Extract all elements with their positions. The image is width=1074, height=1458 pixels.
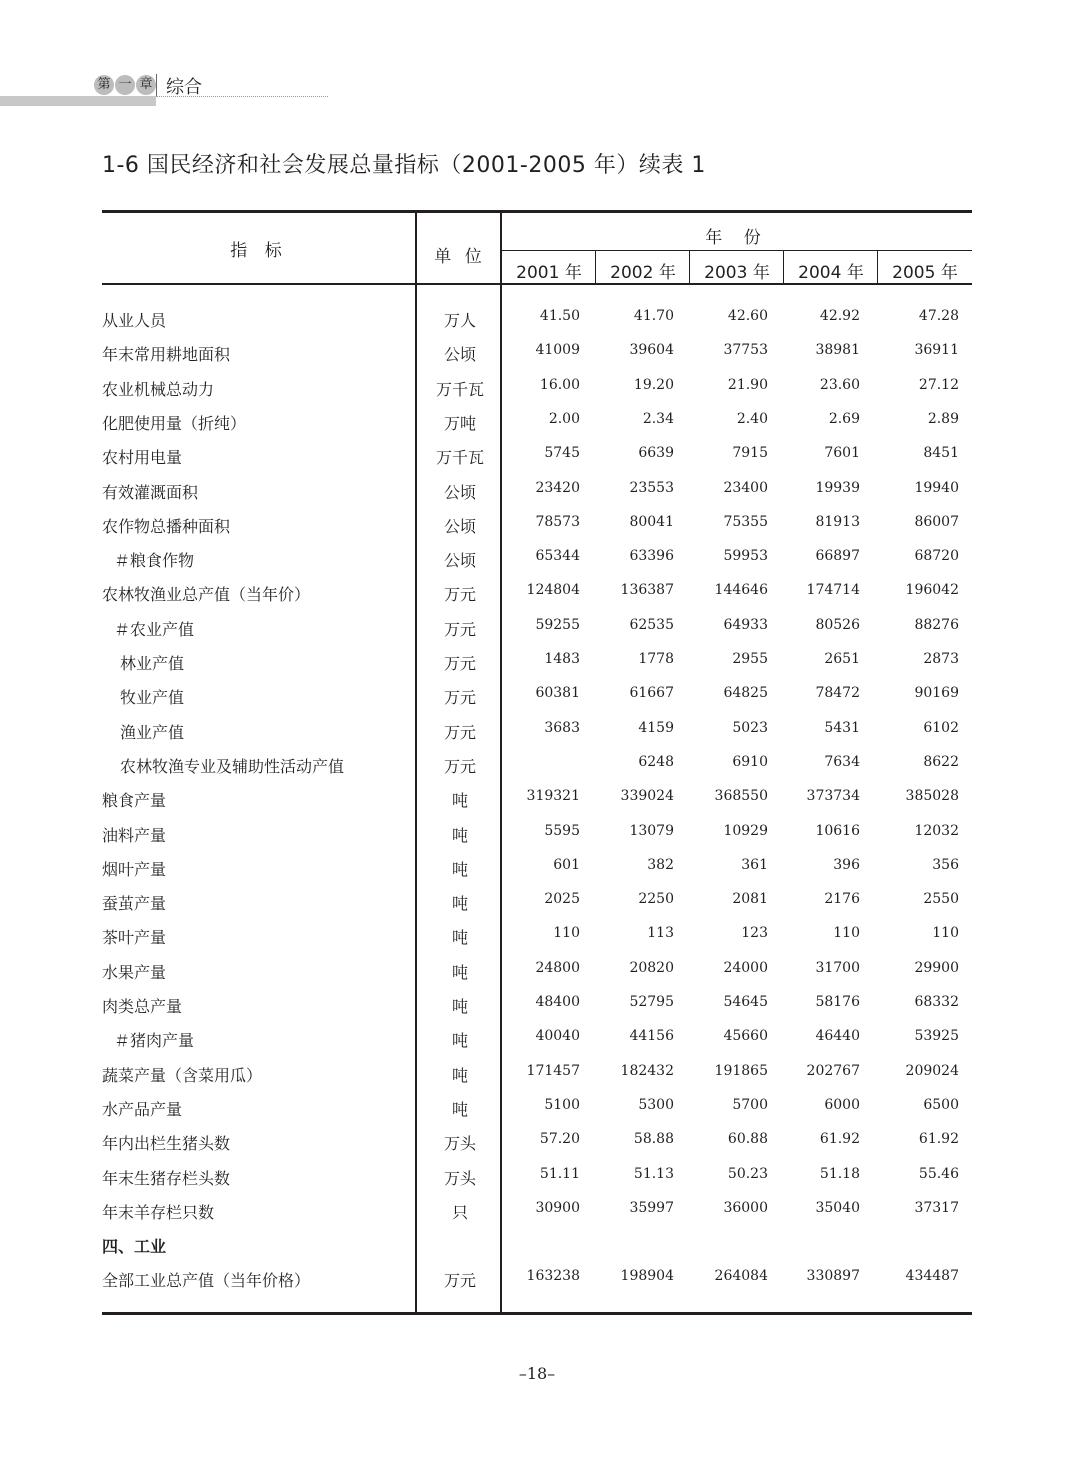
row-value: 2025: [544, 891, 580, 908]
row-value: 23400: [723, 479, 768, 496]
row-value: 5300: [638, 1096, 674, 1113]
row-value: 41009: [535, 342, 580, 359]
row-value: 1778: [638, 651, 674, 667]
row-value: 23.60: [819, 376, 860, 393]
row-value: 60.88: [727, 1131, 768, 1148]
year-header-rule: [502, 250, 972, 251]
row-unit: 万千瓦: [435, 379, 484, 399]
row-value: 196042: [905, 582, 959, 599]
row-value: 63396: [629, 548, 674, 565]
row-value: 42.92: [819, 308, 860, 324]
table-row: [102, 1200, 972, 1234]
row-value: 50.23: [727, 1165, 768, 1182]
table-row: [102, 891, 972, 925]
table-row: [102, 1234, 972, 1268]
row-value: 35040: [815, 1199, 860, 1216]
row-indicator: 蚕茧产量: [102, 894, 167, 914]
row-value: 41.50: [539, 308, 580, 324]
page-title: 1-6 国民经济和社会发展总量指标（2001-2005 年）续表 1: [102, 153, 706, 178]
row-value: 52795: [629, 994, 674, 1010]
row-value: 7634: [824, 753, 860, 770]
row-value: 2.40: [736, 410, 768, 427]
row-indicator: 年末羊存栏只数: [102, 1202, 215, 1222]
row-value: 2.89: [927, 410, 959, 427]
row-unit: 万元: [443, 585, 476, 605]
row-unit: 吨: [451, 962, 468, 982]
row-value: 35997: [629, 1199, 674, 1216]
row-indicator: 油料产量: [102, 825, 167, 845]
table-row: [102, 823, 972, 857]
table-row: [102, 1268, 972, 1302]
row-value: 64825: [723, 685, 768, 702]
row-value: 80526: [815, 616, 860, 633]
row-indicator: 茶叶产量: [102, 928, 167, 948]
row-value: 2.34: [642, 410, 674, 427]
row-value: 110: [553, 925, 580, 942]
row-indicator: 化肥使用量（折纯）: [102, 413, 247, 433]
chapter-badge: [94, 75, 156, 95]
row-value: 75355: [723, 513, 768, 530]
row-indicator: ＃粮食作物: [114, 551, 195, 571]
row-value: 86007: [914, 513, 959, 530]
row-unit: 万元: [443, 619, 476, 639]
table-row: [102, 1131, 972, 1165]
row-value: 6000: [824, 1096, 860, 1113]
header-years: 年 份: [705, 228, 769, 248]
row-value: 110: [932, 925, 959, 942]
row-indicator: 粮食产量: [102, 791, 167, 811]
row-value: 37753: [723, 342, 768, 359]
row-value: 61.92: [918, 1131, 959, 1148]
row-unit: 只: [451, 1202, 468, 1222]
row-indicator: ＃猪肉产量: [114, 1031, 195, 1051]
row-unit: 万头: [443, 1168, 476, 1188]
table-bottom-rule: [102, 1312, 972, 1315]
row-value: 5431: [824, 719, 860, 736]
row-value: 2550: [923, 891, 959, 908]
row-value: 16.00: [539, 376, 580, 393]
row-value: 191865: [714, 1062, 768, 1079]
row-value: 78573: [535, 513, 580, 530]
row-value: 47.28: [918, 308, 959, 324]
table-row: [102, 788, 972, 822]
row-value: 68720: [914, 548, 959, 565]
table-row: [102, 685, 972, 719]
row-value: 61667: [629, 685, 674, 702]
row-value: 2081: [732, 891, 768, 908]
row-value: 202767: [806, 1062, 860, 1079]
row-unit: 万元: [443, 1271, 476, 1291]
row-value: 2176: [824, 891, 860, 908]
row-value: 136387: [620, 582, 674, 599]
row-value: 66897: [815, 548, 860, 565]
row-indicator: 全部工业总产值（当年价格）: [102, 1271, 311, 1291]
row-indicator: 有效灌溉面积: [102, 482, 199, 502]
header-separator: [156, 74, 157, 96]
row-value: 2.00: [548, 410, 580, 427]
row-value: 64933: [723, 616, 768, 633]
header-indicator: 指 标: [230, 241, 288, 261]
row-value: 2651: [824, 651, 860, 667]
table-row: [102, 857, 972, 891]
row-value: 58176: [815, 994, 860, 1010]
row-value: 59255: [535, 616, 580, 633]
table-row: [102, 411, 972, 445]
row-value: 174714: [806, 582, 860, 599]
row-value: 51.18: [819, 1165, 860, 1182]
row-value: 38981: [815, 342, 860, 359]
row-value: 46440: [815, 1028, 860, 1045]
row-value: 264084: [714, 1268, 768, 1285]
row-unit: 万元: [443, 756, 476, 776]
row-value: 51.11: [539, 1165, 580, 1182]
row-value: 39604: [629, 342, 674, 359]
row-value: 4159: [638, 719, 674, 736]
row-indicator: 农林牧渔业总产值（当年价）: [102, 585, 311, 605]
row-value: 13079: [629, 822, 674, 839]
row-value: 6639: [638, 445, 674, 462]
row-value: 373734: [806, 788, 860, 805]
row-value: 29900: [914, 959, 959, 976]
row-value: 2.69: [828, 410, 860, 427]
table-row: [102, 720, 972, 754]
table-header-rule: [102, 283, 972, 285]
row-value: 65344: [535, 548, 580, 565]
row-value: 144646: [714, 582, 768, 599]
row-unit: 万人: [443, 311, 476, 330]
row-value: 53925: [914, 1028, 959, 1045]
row-value: 19939: [815, 479, 860, 496]
row-unit: 万吨: [443, 413, 476, 433]
row-indicator: 农林牧渔专业及辅助性活动产值: [120, 756, 345, 776]
row-indicator: 农村用电量: [102, 448, 183, 468]
row-value: 8451: [923, 445, 959, 462]
row-indicator: 渔业产值: [120, 722, 185, 742]
row-unit: 公顷: [443, 551, 476, 571]
row-unit: 吨: [451, 997, 468, 1016]
table-row: [102, 514, 972, 548]
header-year: 2002 年: [610, 263, 676, 283]
row-value: 368550: [714, 788, 768, 805]
header-bar: [0, 96, 156, 106]
row-value: 23420: [535, 479, 580, 496]
row-value: 356: [932, 856, 959, 873]
row-value: 12032: [914, 822, 959, 839]
table-row: [102, 960, 972, 994]
row-value: 113: [647, 925, 674, 942]
row-value: 6248: [638, 753, 674, 770]
row-unit: 吨: [451, 1031, 468, 1051]
table-row: [102, 308, 972, 342]
row-value: 51.13: [633, 1165, 674, 1182]
row-unit: 吨: [451, 859, 468, 879]
row-value: 5100: [544, 1096, 580, 1113]
row-value: 385028: [905, 788, 959, 805]
row-unit: 吨: [451, 1099, 468, 1119]
table-row: [102, 1063, 972, 1097]
row-unit: 公顷: [443, 345, 476, 365]
table-row: [102, 377, 972, 411]
row-value: 78472: [815, 685, 860, 702]
row-value: 2873: [923, 651, 959, 667]
table-row: [102, 342, 972, 376]
header-unit: 单 位: [434, 247, 486, 267]
row-value: 81913: [815, 513, 860, 530]
row-unit: 万千瓦: [435, 448, 484, 468]
row-unit: 吨: [451, 825, 468, 845]
table-row: [102, 1166, 972, 1200]
row-unit: 吨: [451, 791, 468, 811]
row-indicator: 年末生猪存栏头数: [102, 1168, 231, 1188]
row-value: 58.88: [633, 1131, 674, 1148]
row-value: 5023: [732, 719, 768, 736]
page-number: –18–: [518, 1364, 556, 1383]
row-value: 123: [741, 925, 768, 942]
row-value: 330897: [806, 1268, 860, 1285]
row-value: 5745: [544, 445, 580, 462]
row-value: 40040: [535, 1028, 580, 1045]
table-row: [102, 1097, 972, 1131]
row-value: 42.60: [727, 308, 768, 324]
row-unit: 万头: [443, 1134, 476, 1154]
row-value: 198904: [620, 1268, 674, 1285]
row-value: 37317: [914, 1199, 959, 1216]
row-value: 19.20: [633, 376, 674, 393]
table-row: [102, 582, 972, 616]
row-value: 24000: [723, 959, 768, 976]
chapter-char: 第: [94, 75, 114, 95]
row-value: 110: [833, 925, 860, 942]
row-value: 10929: [723, 822, 768, 839]
row-unit: 吨: [451, 928, 468, 948]
row-value: 80041: [629, 513, 674, 530]
row-value: 5700: [732, 1096, 768, 1113]
row-unit: 公顷: [443, 482, 476, 502]
row-value: 6910: [732, 753, 768, 770]
row-value: 382: [647, 856, 674, 873]
row-value: 601: [553, 856, 580, 873]
row-unit: 万元: [443, 688, 476, 708]
row-value: 6500: [923, 1096, 959, 1113]
chapter-char: 一: [115, 75, 135, 95]
table-row: [102, 651, 972, 685]
row-indicator: 农业机械总动力: [102, 379, 215, 399]
row-value: 124804: [526, 582, 580, 599]
section-title: 综合: [166, 77, 202, 98]
row-value: 45660: [723, 1028, 768, 1045]
row-value: 19940: [914, 479, 959, 496]
row-value: 2955: [732, 651, 768, 667]
row-value: 88276: [914, 616, 959, 633]
header-year: 2005 年: [892, 263, 958, 283]
table-top-rule: [102, 210, 972, 213]
row-indicator: 林业产值: [120, 654, 185, 673]
row-value: 20820: [629, 959, 674, 976]
row-value: 31700: [815, 959, 860, 976]
row-value: 59953: [723, 548, 768, 565]
table-row: [102, 754, 972, 788]
row-indicator: 从业人员: [102, 311, 167, 330]
row-value: 209024: [905, 1062, 959, 1079]
row-value: 339024: [620, 788, 674, 805]
row-value: 36000: [723, 1199, 768, 1216]
row-value: 319321: [526, 788, 580, 805]
table-row: [102, 617, 972, 651]
table-row: [102, 548, 972, 582]
chapter-char: 章: [136, 75, 156, 95]
row-value: 5595: [544, 822, 580, 839]
row-value: 90169: [914, 685, 959, 702]
row-value: 163238: [526, 1268, 580, 1285]
row-value: 54645: [723, 994, 768, 1010]
row-indicator: 肉类总产量: [102, 997, 183, 1016]
header-year: 2001 年: [516, 263, 582, 283]
row-value: 21.90: [727, 376, 768, 393]
row-value: 44156: [629, 1028, 674, 1045]
row-value: 23553: [629, 479, 674, 496]
row-value: 3683: [544, 719, 580, 736]
header-year: 2004 年: [798, 263, 864, 283]
row-value: 55.46: [918, 1165, 959, 1182]
row-indicator: 农作物总播种面积: [102, 516, 231, 536]
table-row: [102, 445, 972, 479]
row-value: 27.12: [918, 376, 959, 393]
row-value: 434487: [905, 1268, 959, 1285]
row-unit: 万元: [443, 722, 476, 742]
row-indicator: 水产品产量: [102, 1099, 183, 1119]
row-value: 182432: [620, 1062, 674, 1079]
row-value: 24800: [535, 959, 580, 976]
row-unit: 吨: [451, 894, 468, 914]
table-row: [102, 994, 972, 1028]
header-dotted-rule: [156, 96, 328, 97]
row-value: 30900: [535, 1199, 580, 1216]
header-year: 2003 年: [704, 263, 770, 283]
row-value: 36911: [914, 342, 959, 359]
row-value: 7601: [824, 445, 860, 462]
row-unit: 万元: [443, 654, 476, 673]
row-unit: 公顷: [443, 516, 476, 536]
row-indicator: 四、工业: [102, 1237, 167, 1257]
row-value: 2250: [638, 891, 674, 908]
row-value: 6102: [923, 719, 959, 736]
row-value: 61.92: [819, 1131, 860, 1148]
row-indicator: 年末常用耕地面积: [102, 345, 231, 365]
row-indicator: 年内出栏生猪头数: [102, 1134, 231, 1154]
row-value: 7915: [732, 445, 768, 462]
row-indicator: 牧业产值: [120, 688, 185, 708]
row-value: 41.70: [633, 308, 674, 324]
table-row: [102, 925, 972, 959]
row-value: 48400: [535, 994, 580, 1010]
row-indicator: ＃农业产值: [114, 619, 195, 639]
row-indicator: 蔬菜产量（含菜用瓜）: [102, 1065, 263, 1085]
row-value: 8622: [923, 753, 959, 770]
row-value: 68332: [914, 994, 959, 1010]
row-value: 396: [833, 856, 860, 873]
row-value: 10616: [815, 822, 860, 839]
row-value: 1483: [544, 651, 580, 667]
row-unit: 吨: [451, 1065, 468, 1085]
row-value: 171457: [526, 1062, 580, 1079]
row-indicator: 水果产量: [102, 962, 167, 982]
table-row: [102, 480, 972, 514]
row-value: 60381: [535, 685, 580, 702]
row-value: 57.20: [539, 1131, 580, 1148]
row-value: 361: [741, 856, 768, 873]
row-value: 62535: [629, 616, 674, 633]
row-indicator: 烟叶产量: [102, 859, 167, 879]
table-row: [102, 1028, 972, 1062]
